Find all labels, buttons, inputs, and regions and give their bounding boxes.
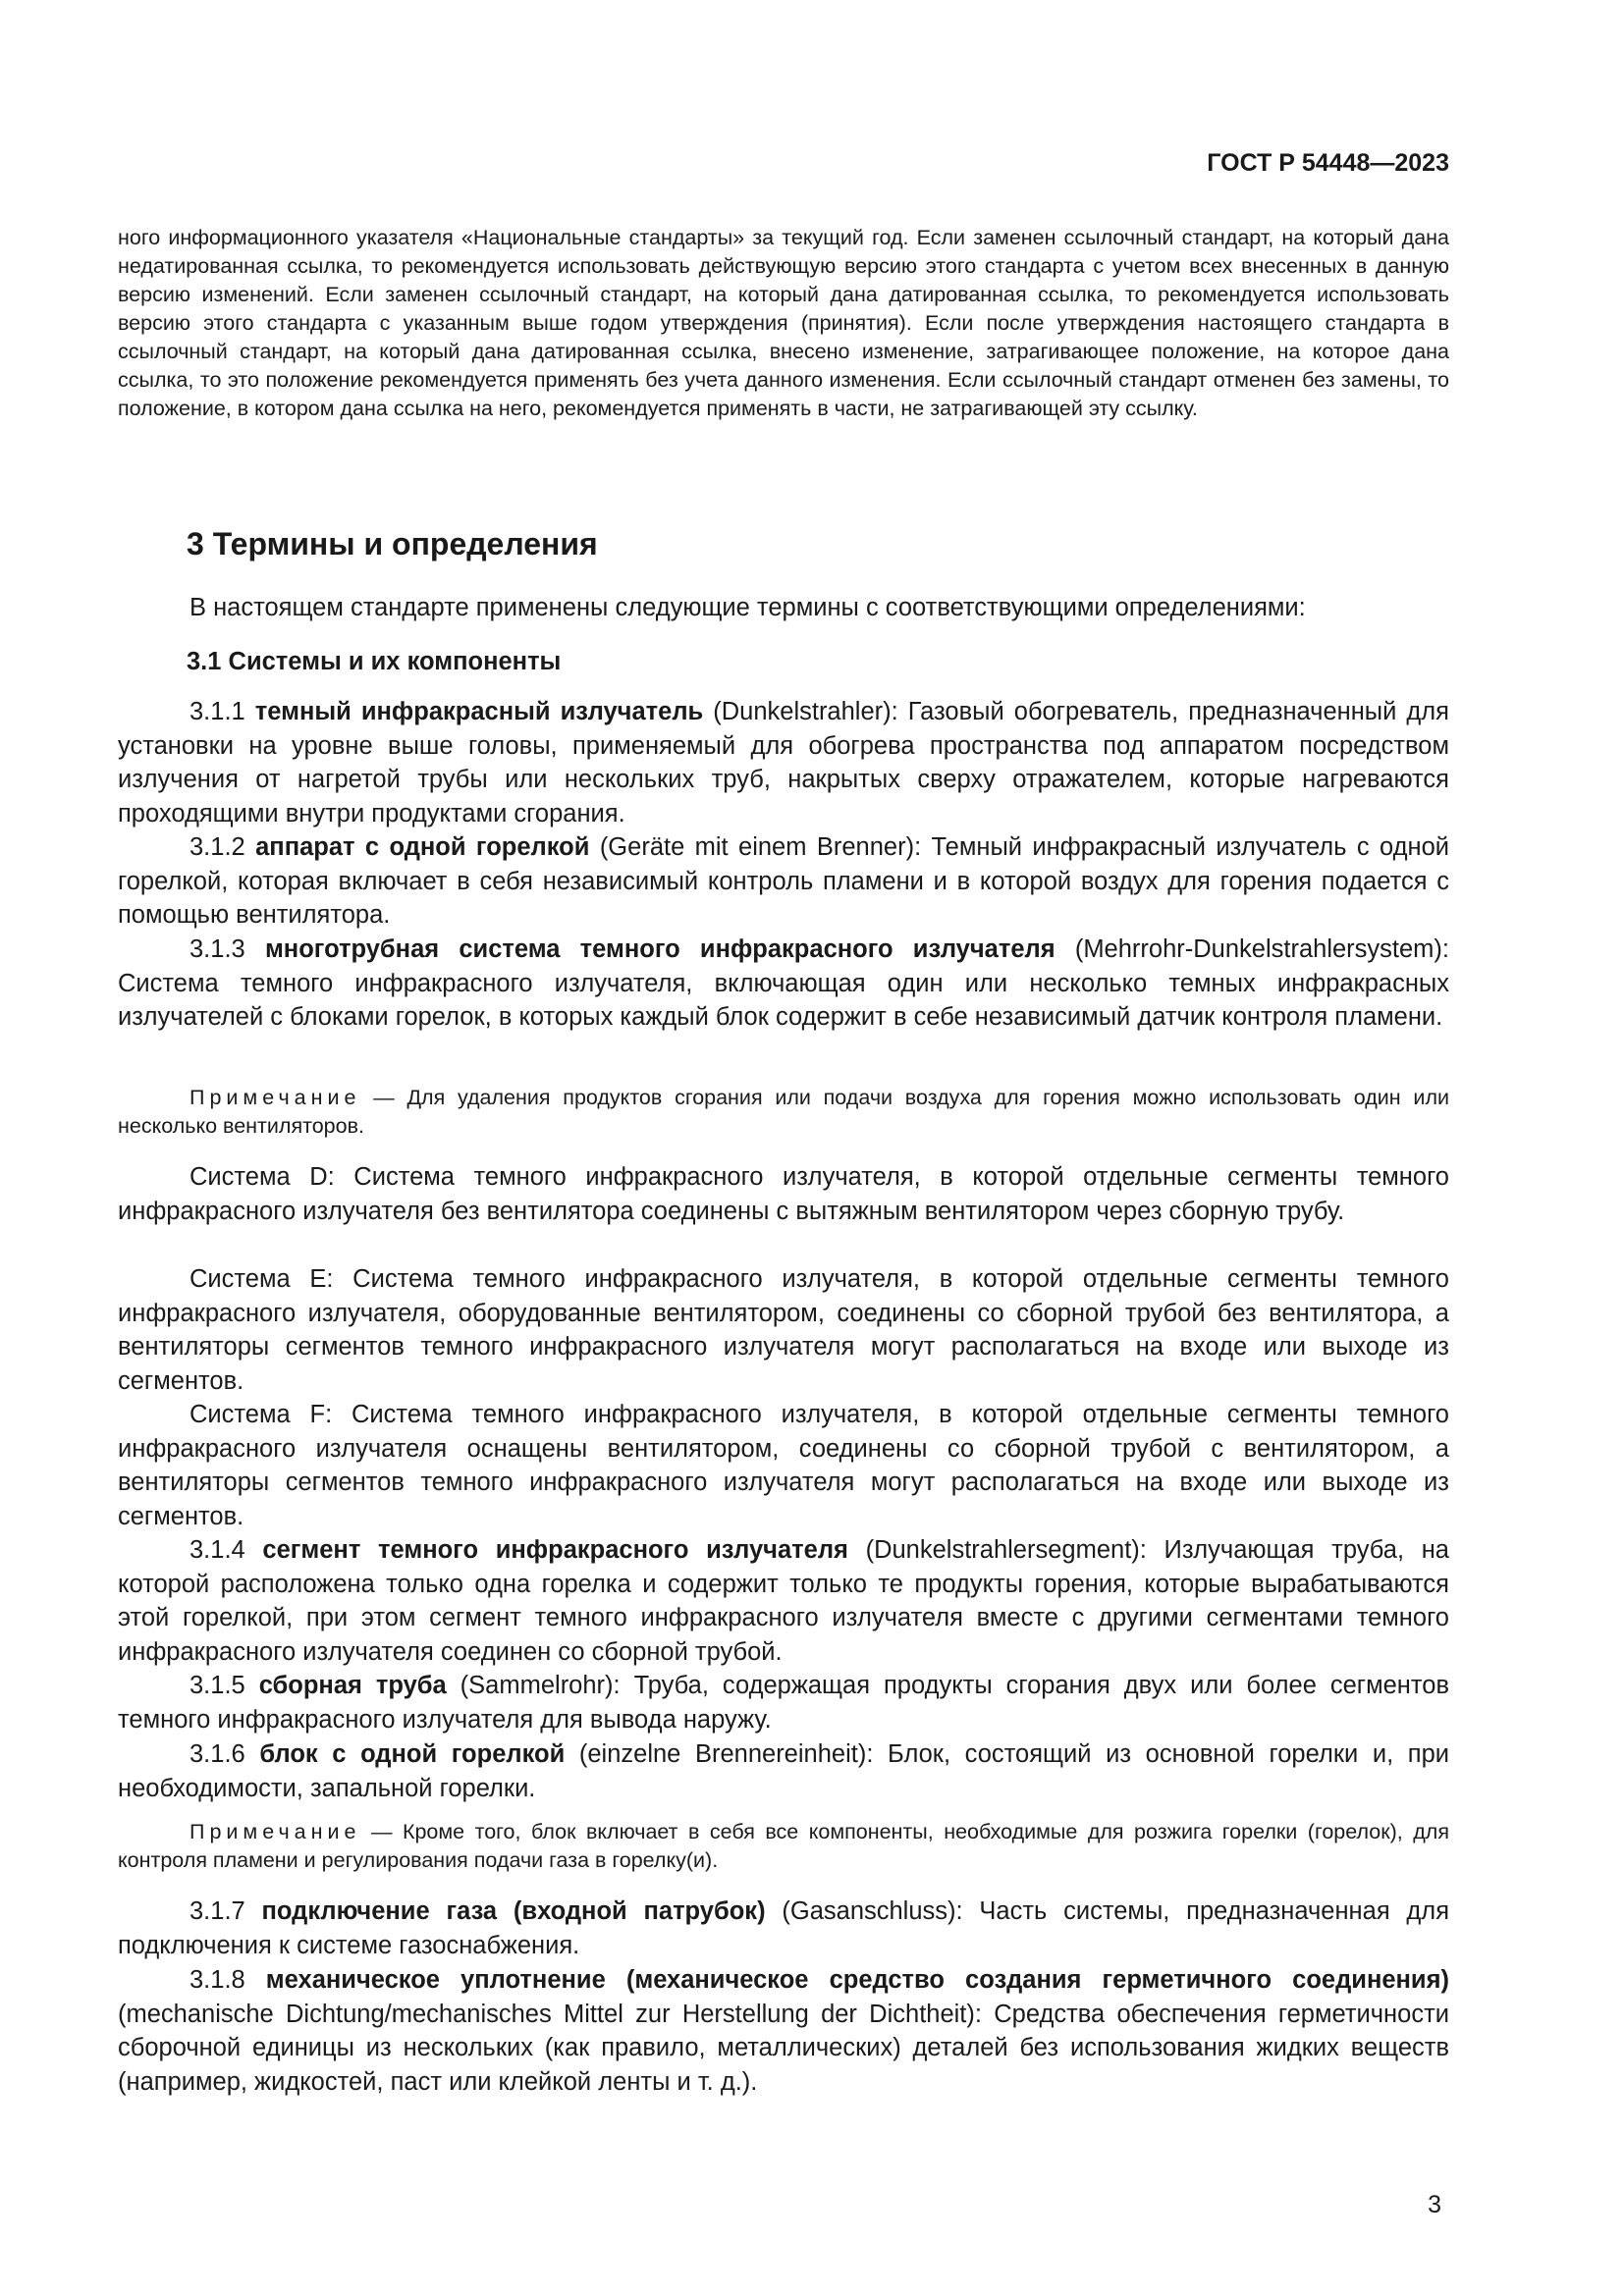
- term-definition: (Dunkelstrahlersegment): Излучающая труба, на которой расположена только одна горелка и содержит только те продукты горения, которые вырабатываются этой горелкой, при этом сегмент темного инфракрасного излучателя вместе с другими сегментами темного инфракрасного излучателя соединен со сборной трубой.: [118, 1536, 1449, 1666]
- term-3-1-6: [118, 1737, 1449, 1805]
- term-3-1-3: [118, 933, 1449, 1035]
- term-definition: (Dunkelstrahler): Газовый обогреватель, предназначенный для установки на уровне выше головы, применяемый для обогрева пространства под аппаратом посредством излучения от нагретой трубы или нескольких труб, накрытых сверху отражателем, которые нагреваются проходящими внутри продуктами сгорания.: [118, 698, 1449, 828]
- term-name: многотрубная система темного инфракрасного излучателя: [264, 935, 1056, 963]
- term-3-1-2: [118, 830, 1449, 933]
- note-text: — Кроме того, блок включает в себя все компоненты, необходимые для розжига горелки (горелок), для контроля пламени и регулирования подачи газа в горелку(и).: [118, 1820, 1449, 1872]
- system-f: Система F: Система темного инфракрасного излучателя, в которой отдельные сегменты темного инфракрасного излучателя оснащены вентилятором, соединены со сборной трубой с вентилятором, а вентиляторы сегментов темного инфракрасного излучателя могут располагаться на входе или выходе из сегментов.: [118, 1401, 1449, 1530]
- term-number: 3.1.2: [189, 833, 245, 861]
- term-definition: (Mehrrohr-Dunkelstrahlersystem): Система темного инфракрасного излучателя, включающая один или несколько темных инфракрасных излучателей с блоками горелок, в которых каждый блок содержит в себе независимый датчик контроля пламени.: [118, 935, 1449, 1031]
- term-name: подключение газа (входной патрубок): [261, 1897, 766, 1925]
- term-name: сегмент темного инфракрасного излучателя: [262, 1536, 848, 1564]
- term-number: 3.1.8: [189, 1966, 245, 1994]
- note-label: Примечание: [189, 1820, 361, 1843]
- term-name: аппарат с одной горелкой: [255, 833, 590, 861]
- section-intro: В настоящем стандарте применены следующие термины с соответствующими определениями:: [189, 594, 1306, 621]
- term-name: блок с одной горелкой: [259, 1740, 566, 1768]
- note-label: Примечание: [189, 1086, 361, 1109]
- term-definition: (Gasanschluss): Часть системы, предназначенная для подключения к системе газоснабжения.: [118, 1897, 1449, 1959]
- term-name: механическое уплотнение (механическое средство создания герметичного соединения): [265, 1966, 1449, 1994]
- term-number: 3.1.3: [189, 935, 245, 963]
- document-header: ГОСТ Р 54448—2023: [1207, 149, 1449, 177]
- subsection-title: 3.1 Системы и их компоненты: [187, 648, 562, 675]
- term-definition: (einzelne Brennereinheit): Блок, состоящий из основной горелки и, при необходимости, запальной горелки.: [118, 1740, 1450, 1802]
- system-d: Система D: Система темного инфракрасного излучателя, в которой отдельные сегменты темного инфракрасного излучателя без вентилятора соединены с вытяжным вентилятором через сборную трубу.: [118, 1163, 1449, 1225]
- note-text: — Для удаления продуктов сгорания или подачи воздуха для горения можно использовать один или несколько вентиляторов.: [118, 1086, 1449, 1138]
- term-3-1-1: [118, 695, 1449, 830]
- note-1: [118, 1084, 1449, 1141]
- term-name: темный инфракрасный излучатель: [254, 698, 704, 725]
- system-e: Система E: Система темного инфракрасного излучателя, в которой отдельные сегменты темного инфракрасного излучателя, оборудованные вентилятором, соединены со сборной трубой без вентилятора, а вентиляторы сегментов темного инфракрасного излучателя могут располагаться на входе или выходе из сегментов.: [118, 1265, 1449, 1395]
- term-name: сборная труба: [258, 1672, 447, 1699]
- section-title: 3 Термины и определения: [187, 526, 598, 561]
- term-3-1-8: [118, 1963, 1449, 2099]
- intro-paragraph: ного информационного указателя «Национальные стандарты» за текущий год. Если заменен ссылочный стандарт, на который дана недатированная ссылка, то рекомендуется использовать действующую версию этого стандарта с учетом всех внесенных в данную версию изменений. Если заменен ссылочный стандарт, на который дана датированная ссылка, то рекомендуется использовать версию этого стандарта с указанным выше годом утверждения (принятия). Если после утверждения настоящего стандарта в ссылочный стандарт, на который дана датированная ссылка, внесено изменение, затрагивающее положение, на которое дана ссылка, то это положение рекомендуется применять без учета данного изменения. Если ссылочный стандарт отменен без замены, то положение, в котором дана ссылка на него, рекомендуется применять в части, не затрагивающей эту ссылку.: [118, 226, 1449, 420]
- term-definition: (Sammelrohr): Труба, содержащая продукты сгорания двух или более сегментов темного инфракрасного излучателя для вывода наружу.: [118, 1672, 1450, 1734]
- term-number: 3.1.7: [189, 1897, 245, 1925]
- term-3-1-5: [118, 1669, 1449, 1736]
- term-3-1-4: [118, 1533, 1449, 1669]
- term-number: 3.1.1: [189, 698, 245, 725]
- term-number: 3.1.6: [189, 1740, 245, 1768]
- term-number: 3.1.4: [189, 1536, 245, 1564]
- term-3-1-7: [118, 1895, 1449, 1962]
- note-2: [118, 1818, 1449, 1875]
- term-definition: (Geräte mit einem Brenner): Темный инфракрасный излучатель с одной горелкой, которая включает в себя независимый контроль пламени и в которой воздух для горения подается с помощью вентилятора.: [118, 833, 1449, 929]
- term-number: 3.1.5: [189, 1672, 245, 1699]
- term-definition: (mechanische Dichtung/mechanisches Mittel zur Herstellung der Dichtheit): Средства обеспечения герметичности сборочной единицы из нескольких (как правило, металлических) деталей без использования жидких веществ (например, жидкостей, паст или клейкой ленты и т. д.).: [118, 2000, 1449, 2096]
- page-number: 3: [1428, 2191, 1441, 2218]
